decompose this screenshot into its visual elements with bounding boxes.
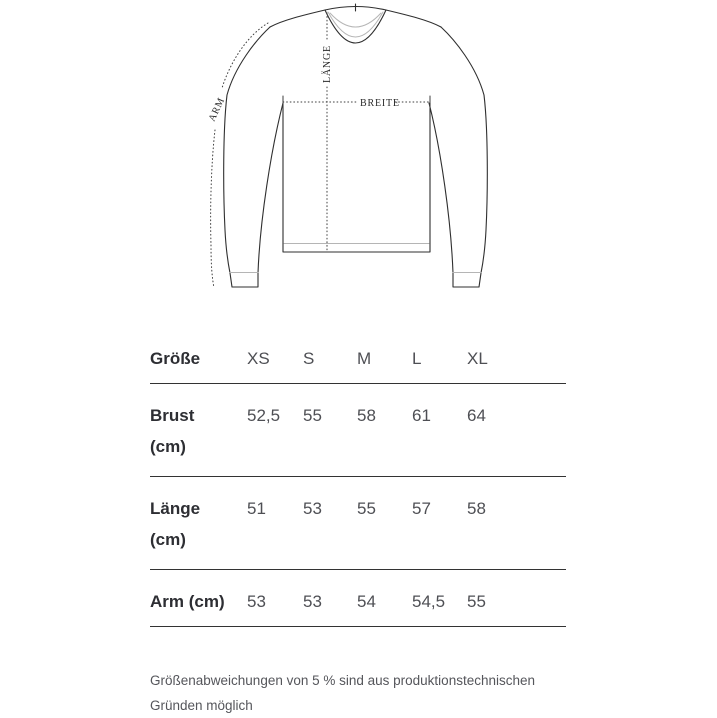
left-sleeve-outer-line [224, 27, 270, 273]
length-value-s: 53 [303, 499, 322, 518]
length-value-xs: 51 [247, 499, 266, 518]
garment-outline [224, 4, 488, 287]
row-label-length [150, 493, 247, 555]
row-label-chest-line1: Brust [150, 406, 195, 425]
left-shoulder-line [270, 10, 325, 27]
length-value-m: 55 [357, 499, 376, 518]
width-measure-label: BREITE [360, 98, 400, 109]
table-row-chest [150, 384, 566, 477]
table-row-length [150, 477, 566, 570]
chest-value-l: 61 [412, 406, 431, 425]
row-label-chest-line2: (cm) [150, 437, 186, 456]
arm-measure-line-top [222, 23, 268, 88]
chest-value-xs: 52,5 [247, 406, 281, 425]
seam-lines [230, 12, 481, 273]
length-value-l: 57 [412, 499, 431, 518]
arm-value-s: 53 [303, 592, 322, 611]
size-disclaimer [150, 668, 590, 718]
size-column-l: L [412, 349, 422, 368]
arm-value-l: 54,5 [412, 592, 446, 611]
chest-value-s: 55 [303, 406, 322, 425]
row-label-length-line2: (cm) [150, 530, 186, 549]
row-label-length-line1: Länge [150, 499, 201, 518]
table-row-arm [150, 570, 566, 627]
collar-rib-line-1 [328, 12, 383, 37]
size-table [150, 337, 566, 627]
length-value-xl: 58 [467, 499, 486, 518]
arm-value-xl: 55 [467, 592, 486, 611]
arm-measure-line-bottom [211, 130, 215, 288]
arm-value-m: 54 [357, 592, 376, 611]
chest-value-xl: 64 [467, 406, 486, 425]
size-column-xs: XS [247, 349, 270, 368]
size-header-label: Größe [150, 349, 201, 368]
arm-measure-label: ARM [206, 95, 228, 124]
arm-value-xs: 53 [247, 592, 266, 611]
row-label-chest [150, 400, 247, 462]
row-label-arm: Arm (cm) [150, 592, 225, 611]
size-column-m: M [357, 349, 372, 368]
chest-value-m: 58 [357, 406, 376, 425]
sweatshirt-drawing-icon [198, 0, 518, 300]
size-disclaimer-line1: Größenabweichungen von 5 % sind aus produktionstechnischen [150, 673, 535, 688]
collar-rib-line-2 [330, 13, 381, 27]
measurement-lines [211, 13, 430, 288]
size-column-xl: XL [467, 349, 488, 368]
left-sleeve-inner-line [258, 103, 283, 273]
left-cuff [230, 273, 258, 287]
right-sleeve-outer-line [441, 27, 487, 273]
right-sleeve-inner-line [429, 103, 453, 273]
sweatshirt-diagram [198, 0, 518, 300]
right-shoulder-line [386, 10, 441, 27]
size-column-s: S [303, 349, 315, 368]
length-measure-label: LÄNGE [322, 45, 333, 83]
size-disclaimer-line2: Gründen möglich [150, 698, 253, 713]
torso-outline [283, 103, 430, 252]
right-cuff [453, 273, 481, 287]
size-table-header-row [150, 337, 566, 384]
